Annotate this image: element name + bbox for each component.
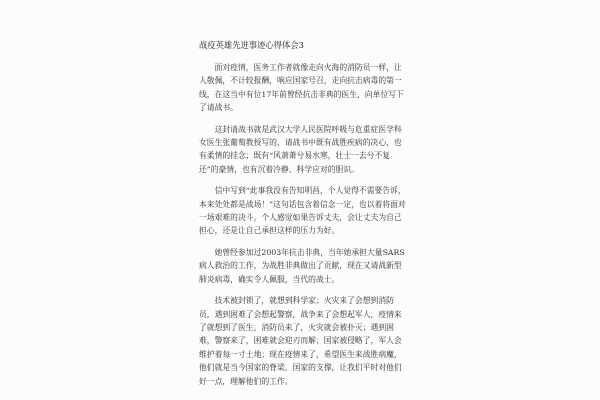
paragraph-3: 信中写到“此事我没有告知明昌，个人觉得不需要告诉，本来处处都是战场！”这句话包含着信念一定，也以着将面对一场艰难的决斗，个人感觉如果告诉丈夫，会让丈夫为自己担心，还是让自己承担这样的压力为好。 — [199, 186, 406, 236]
paragraph-1: 面对疫情，医务工作者就像走向火海的消防员一样，让人敬佩，不计较报酬，响应国家号召，走向抗击病毒的第一线，在这当中有位17年前曾经抗击非典的医生，向单位写下了请战书。 — [199, 63, 404, 113]
paragraph-2: 这封请战书就是武汉大学人民医院呼吸与危重症医学科女医生张葡萄教授写的，请战书中既有战胜疾病的决心，也有柔情的挂念；既有“风萧萧兮易水寒，壮士一去兮不复还”的豪情，也有沉着冷静、科学应对的胆识。 — [199, 124, 402, 174]
document-title: 战疫英雄先进事迹心得体会3 — [199, 40, 304, 50]
paragraph-5: 技术被封锁了，就想到科学家；火灾来了会想到消防员，遇到困难了会想起警察，战争来了会想起军人，疫情来了就想到了医生，消防员来了，火灾就会被扑灭；遇到困难，警察来了，困难就会迎刃而解；国家被侵略了，军人会维护着每一寸土地；现在疫情来了，希望医生来战胜病魔，他们就是当今国家的脊梁，国家的支撑，让我们平时对他们好一点，理解他们的工作。 — [199, 296, 402, 386]
paragraph-4: 她曾经参加过2003年抗击非典，当年她承担大量SARS病人救治的工作，为战胜非典做出了贡献，现在又请战新型肺炎病毒，确实令人佩服，当代的战士。 — [199, 247, 405, 284]
document-body — [199, 40, 409, 396]
